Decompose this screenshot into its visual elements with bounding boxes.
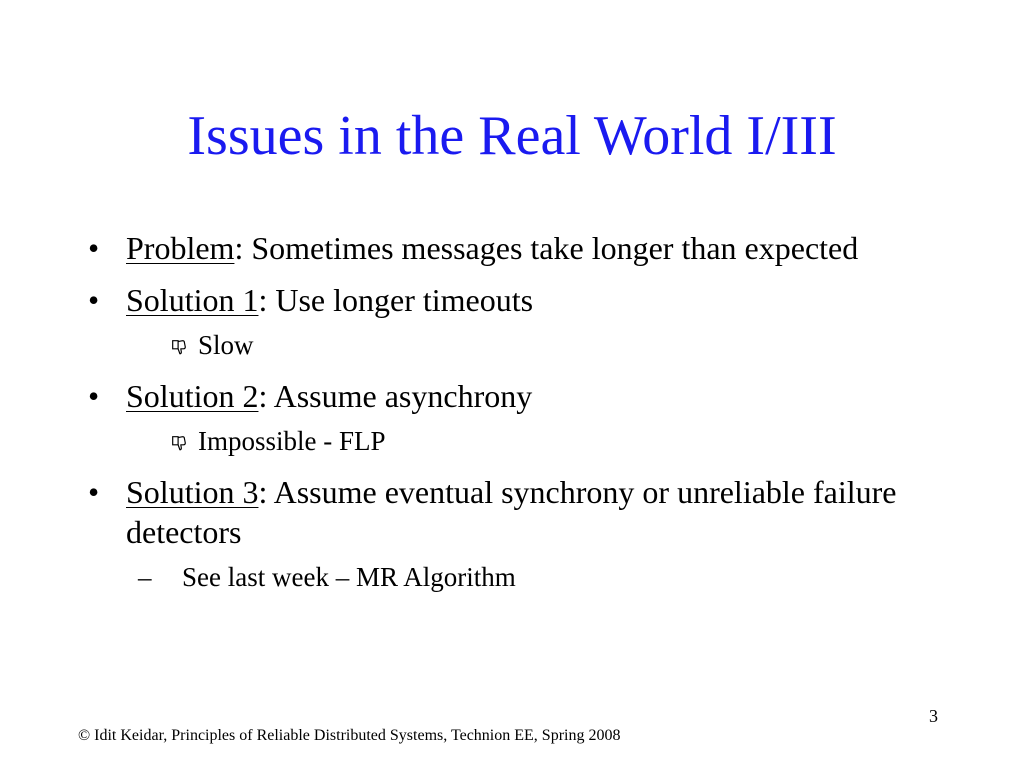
sub-bullet-text: Slow [198, 330, 254, 360]
bullet-label: Solution 1 [126, 282, 259, 318]
sub-bullet-impossible [170, 424, 948, 458]
bullet-solution-2 [88, 376, 948, 416]
sub-bullet-text: Impossible - FLP [198, 426, 386, 456]
bullet-marker: • [88, 230, 100, 266]
bullet-label: Solution 3 [126, 474, 259, 510]
sub-bullet-see-last-week [138, 560, 948, 594]
bullet-problem [88, 228, 948, 268]
footer-copyright: © Idit Keidar, Principles of Reliable Distributed Systems, Technion EE, Spring 2008 [78, 727, 621, 744]
thumbs-down-icon [170, 434, 188, 452]
thumbs-down-icon [170, 338, 188, 356]
sub-bullet-text: See last week – MR Algorithm [182, 562, 516, 592]
bullet-marker: • [88, 378, 100, 414]
bullet-text: : Use longer timeouts [258, 282, 534, 318]
bullet-text: : Assume asynchrony [258, 378, 533, 414]
bullet-list [88, 228, 948, 608]
slide-title: Issues in the Real World I/III [187, 105, 837, 167]
bullet-solution-3 [88, 472, 948, 552]
page-number: 3 [929, 706, 938, 726]
bullet-label: Problem [126, 230, 235, 266]
sub-bullet-slow [170, 328, 948, 362]
dash-marker: – [138, 562, 152, 592]
bullet-label: Solution 2 [126, 378, 259, 414]
bullet-marker: • [88, 282, 100, 318]
bullet-text: : Sometimes messages take longer than expected [234, 230, 859, 266]
bullet-marker: • [88, 474, 100, 510]
bullet-solution-1 [88, 280, 948, 320]
bullet-text: : Assume eventual synchrony or unreliable failure detectors [126, 474, 897, 550]
